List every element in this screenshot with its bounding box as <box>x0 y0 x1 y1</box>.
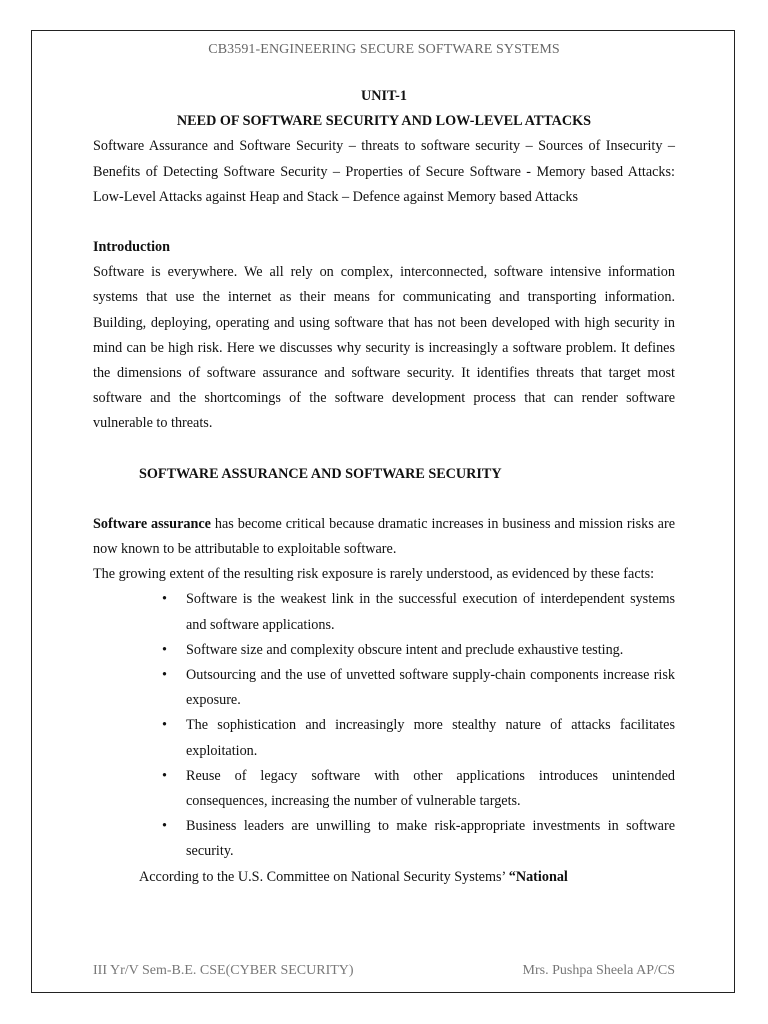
footer-author: Mrs. Pushpa Sheela AP/CS <box>522 963 675 978</box>
list-item: • Software is the weakest link in the successful execution of interdependent systems and software applications. <box>93 587 675 637</box>
page-footer <box>93 963 675 979</box>
software-assurance-term: Software assurance <box>93 515 211 532</box>
document-body <box>93 84 675 890</box>
unit-title: NEED OF SOFTWARE SECURITY AND LOW-LEVEL ATTACKS <box>176 113 592 130</box>
footer-course: III Yr/V Sem-B.E. CSE(CYBER SECURITY) <box>93 963 354 978</box>
introduction-heading: Introduction <box>93 239 170 256</box>
section-heading: SOFTWARE ASSURANCE AND SOFTWARE SECURITY <box>139 465 502 482</box>
bullet-icon: • <box>162 591 167 608</box>
software-assurance-paragraph <box>93 512 675 562</box>
facts-list <box>93 587 675 864</box>
closing-paragraph: According to the U.S. Committee on National Security Systems’ “National <box>139 868 568 885</box>
list-item: • Reuse of legacy software with other applications introduces unintended consequences, increasing the number of vulnerable targets. <box>93 764 675 814</box>
introduction-paragraph: Software is everywhere. We all rely on complex, interconnected, software intensive information systems that use the internet as their means for communicating and transporting information. Building, deploying, operating and using software that has not been developed with high security in mind can be high risk. Here we discusses why security is increasingly a software problem. It defines the dimensions of software assurance and software security. It identifies threats that target most software and the shortcomings of the software development process that can render software vulnerable to threats. <box>93 264 675 432</box>
list-item: • Outsourcing and the use of unvetted software supply-chain components increase risk exposure. <box>93 663 675 713</box>
list-item: • Software size and complexity obscure intent and preclude exhaustive testing. <box>93 638 675 663</box>
bullet-icon: • <box>162 717 167 734</box>
list-item: • The sophistication and increasingly more stealthy nature of attacks facilitates exploitation. <box>93 713 675 763</box>
unit-label: UNIT-1 <box>361 88 407 104</box>
page-header: CB3591-ENGINEERING SECURE SOFTWARE SYSTEMS <box>208 42 560 57</box>
bullet-icon: • <box>162 641 167 658</box>
facts-intro: The growing extent of the resulting risk exposure is rarely understood, as evidenced by these facts: <box>93 566 655 583</box>
unit-syllabus: Software Assurance and Software Security – threats to software security – Sources of Insecurity – Benefits of Detecting Software Security – Properties of Secure Software - Memory based Attacks: Low-Level Attacks against Heap and Stack – Defence against Memory based Attacks <box>93 138 675 205</box>
bullet-icon: • <box>162 667 167 684</box>
bullet-icon: • <box>162 818 167 835</box>
list-item: • Business leaders are unwilling to make risk-appropriate investments in software security. <box>93 814 675 864</box>
software-assurance-text: has become critical because dramatic increases in business and mission risks are now known to be attributable to exploitable software. <box>93 515 675 558</box>
bullet-icon: • <box>162 767 167 784</box>
